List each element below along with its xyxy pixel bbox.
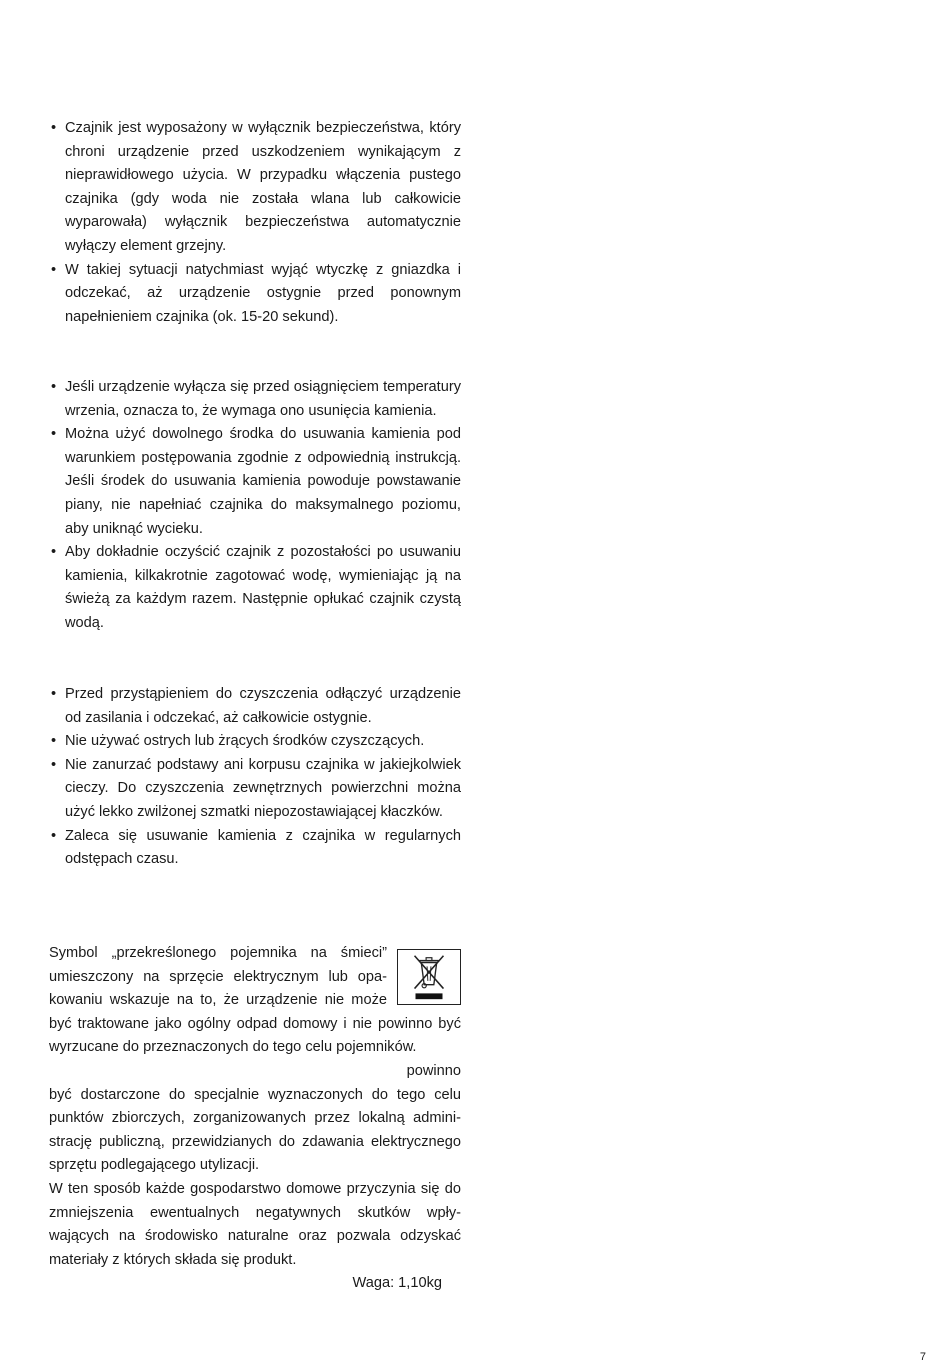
list-item: • Przed przystąpieniem do czyszczenia odłączyć urządzenie od zasilania i odczekać, aż całkowicie ostygnie. [49,683,461,730]
disposal-paragraph-3: W ten sposób każde gospodarstwo domowe przyczynia się do zmniejszenia ewentualnych negatywnych skutków wpływających na środowisko naturalne oraz pozwala odzyskać materiały z których składa się produkt. [49,1180,461,1268]
disposal-right-line: powinno [406,1062,461,1079]
product-weight: Waga: 1,10kg [352,1275,442,1292]
page-number: 7 [919,1351,926,1363]
cleaning-list [49,683,461,872]
list-item: • Nie używać ostrych lub żrących środków czyszczących. [49,730,461,754]
safety-section [49,117,461,329]
safety-list [49,117,461,329]
list-item: • W takiej sytuacji natychmiast wyjąć wtyczkę z gniazdka i odczekać, aż urządzenie ostygnie przed ponownym napełnieniem czajnika (ok. 15-20 sekund). [49,259,461,330]
descaling-list [49,376,461,636]
list-item: • Jeśli urządzenie wyłącza się przed osiągnięciem temperatury wrzenia, oznacza to, że wymaga ono usunięcia kamienia. [49,376,461,423]
disposal-section [49,942,461,1296]
cleaning-section [49,683,461,872]
list-item: • Aby dokładnie oczyścić czajnik z pozostałości po usuwaniu kamienia, kilkakrotnie zagotować wodę, wymieniając ją na świeżą za każdym razem. Następnie opłukać czajnik czystą wodą. [49,541,461,635]
descaling-section [49,376,461,636]
list-item: • Czajnik jest wyposażony w wyłącznik bezpieczeństwa, który chroni urządzenie przed uszkodzeniem wynikającym z nieprawidłowego użycia. W przypadku włączenia pustego czajnika (gdy woda nie została wlana lub całkowicie wyparowała) wyłącznik bezpieczeństwa automatycznie wyłączy element grzejny. [49,117,461,259]
crossed-out-wheelie-bin-icon [397,949,461,1005]
list-item: • Zaleca się usuwanie kamienia z czajnika w regularnych odstępach czasu. [49,825,461,872]
disposal-paragraph-2: być dostarczone do specjalnie wyznaczonych do tego celu punktów zbiorczych, zorganizowanych przez lokalną administrację publiczną, przewidzianych do zdawania elektrycznego sprzętu podlegającego utylizacji. [49,1086,461,1174]
list-item: • Można użyć dowolnego środka do usuwania kamienia pod warunkiem postępowania zgodnie z odpowiednią instrukcją. Jeśli środek do usuwania kamienia powoduje powstawanie piany, nie napełniać czajnika do maksymalnego poziomu, aby uniknąć wycieku. [49,423,461,541]
disposal-paragraph-1: Symbol „przekreślonego pojemnika na śmieci” umieszczony na sprzęcie elektrycznym lub opakowaniu wskazuje na to, że urządzenie nie może być traktowane jako ogólny odpad domowy i nie powinno być wyrzucane do przeznaczonych do tego celu pojemników. [49,945,461,1056]
list-item: • Nie zanurzać podstawy ani korpusu czajnika w jakiejkolwiek cieczy. Do czyszczenia zewnętrznych powierzchni można użyć lekko zwilżonej szmatki niepozostawiającej kłaczków. [49,754,461,825]
